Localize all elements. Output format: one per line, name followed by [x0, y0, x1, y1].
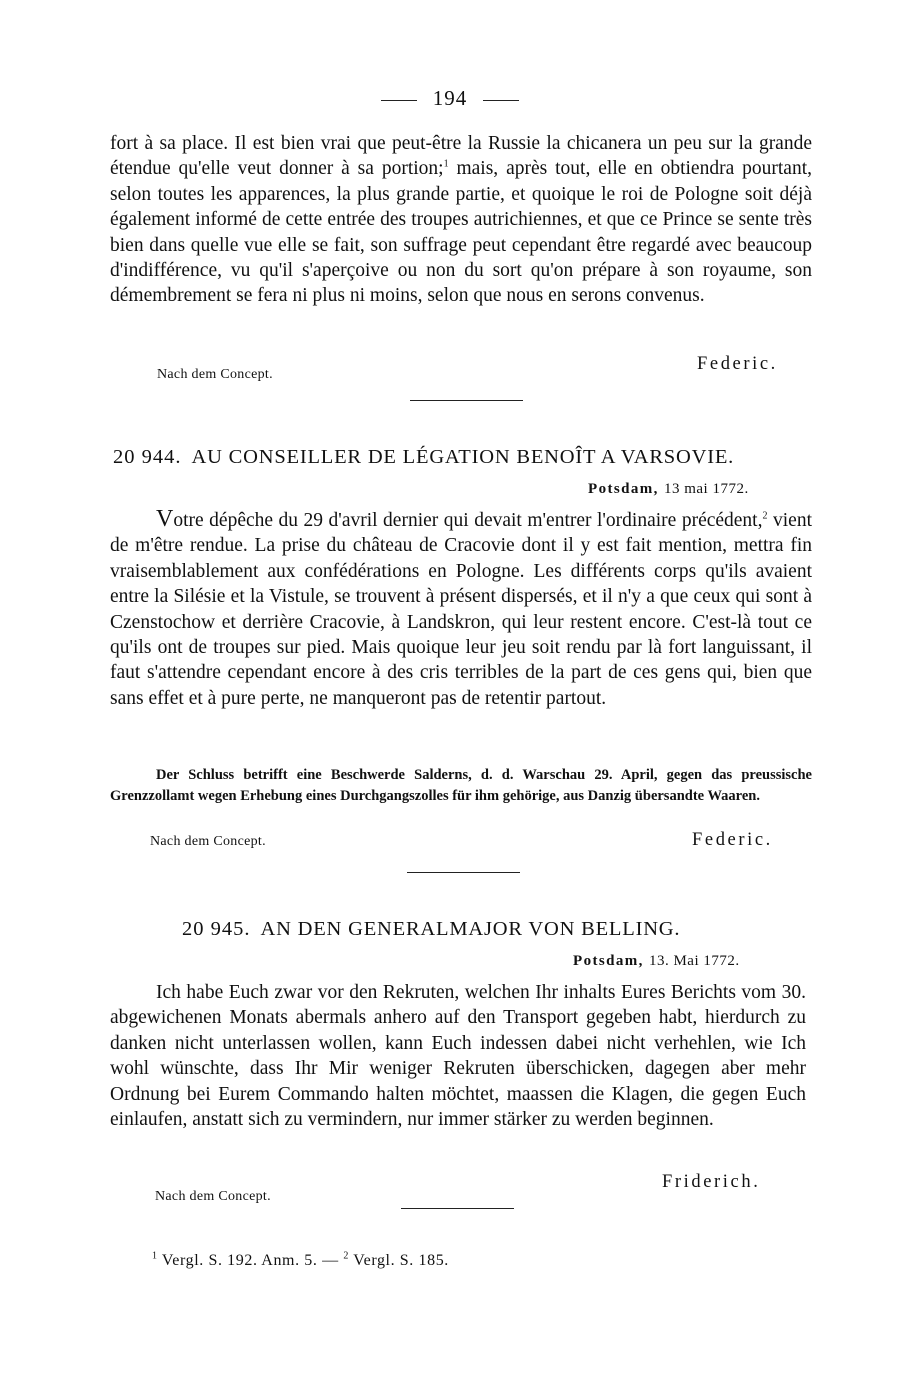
signature-friderich: Friderich.: [662, 1172, 761, 1192]
footnotes: [152, 1252, 449, 1270]
editorial-note-20944: [110, 765, 812, 807]
letter-number-20944: 20 944.: [113, 446, 182, 468]
letter-body-rest-20944: vient de m'être rendue. La prise du château de Cracovie dont il y est fait mention, mettra fin vraisemblablement aux confédérations en Pologne. Les différents corps qu'ils avaient entre la Silésie et la Vistule, se trouvent à présent dispersés, et il n'y a que ceux qui sont à Czenstochow et derrière Cracovie, à Landskron, qui leur restent encore. C'est-là tout ce qu'ils ont de troupes sur pied. Mais quoique leur jeu soit rendu par là fort languissant, il faut s'attendre cependant encore à des cris terribles de la part de ces gens qui, bien que sans effet et à pure perte, ne manqueront pas de retentir partout.: [110, 510, 812, 709]
letter-heading-20944: [113, 446, 734, 469]
letter-body-text-20945: Ich habe Euch zwar vor den Rekruten, welchen Ihr inhalts Eures Berichts vom 30. abgewichenen Monats abermals anhero auf den Transport gegeben habt, hierdurch zu danken nicht unterlassen wollen, kann Euch indessen dabei nicht verhehlen, wie Ich wohl wünschte, dass Ihr Mir weniger Rekruten überschicken, dagegen aber mehr Ordnung bei Eurem Commando halten möchtet, maassen die Klagen, die gegen Euch einlaufen, anstatt sich zu vermindern, nur immer stärker zu werden beginnen.: [110, 982, 806, 1131]
signature-federic-1: Federic.: [697, 354, 778, 374]
letter-title-20944: AU CONSEILLER DE LÉGATION BENOÎT A VARSOVIE.: [191, 446, 735, 468]
page-number: 194: [432, 86, 468, 110]
header-dash-left: [381, 100, 417, 101]
footnote-mark-2: 2: [343, 1250, 349, 1262]
letter-heading-20945: [182, 918, 680, 941]
letter-title-20945: AN DEN GENERALMAJOR VON BELLING.: [260, 918, 681, 940]
continuation-text-after: mais, après tout, elle en obtiendra pourtant, selon toutes les apparences, la plus grande partie, et quoique le roi de Pologne soit déjà également informé de cette entrée des troupes autrichiennes, et que ce Prince se sente très bien dans quelle vue elle se fait, son suffrage peut cependant être regardé avec beaucoup d'indifférence, vu qu'il s'aperçoive ou non du sort qu'on prépare à son royaume, son démembrement se fera ni plus ni moins, selon que nous en serons convenus.: [110, 158, 812, 307]
footnote-mark-1: 1: [152, 1250, 158, 1262]
editorial-note-text: Der Schluss betrifft eine Beschwerde Salderns, d. d. Warschau 29. April, gegen das preussische Grenzzollamt wegen Erhebung eines Durchgangszolles für ihm gehörige, aus Danzig übersandte Waaren.: [110, 767, 812, 804]
section-divider-3: [401, 1208, 514, 1209]
continuation-text: fort à sa place. Il est bien vrai que peut-être la Russie la chicanera un peu sur la grande étendue qu'elle veut donner à sa portion;: [110, 133, 812, 180]
source-note-1: Nach dem Concept.: [157, 367, 273, 382]
header-dash-right: [483, 100, 519, 101]
date-20945: 13. Mai 1772.: [648, 953, 740, 969]
letter-number-20945: 20 945.: [182, 918, 251, 940]
section-divider-2: [407, 872, 520, 873]
source-note-20944: Nach dem Concept.: [150, 834, 266, 849]
section-divider-1: [410, 400, 523, 401]
place-20945: Potsdam,: [573, 953, 644, 969]
dateline-20944: [588, 481, 749, 498]
page-header: [0, 86, 900, 111]
footnote-ref-2: 2: [762, 510, 768, 522]
footnote-text-2: Vergl. S. 185.: [348, 1252, 449, 1269]
letter-body-20945: [110, 980, 806, 1132]
date-20944: 13 mai 1772.: [663, 481, 749, 497]
place-20944: Potsdam,: [588, 481, 659, 497]
initial-letter-20944: V: [156, 506, 174, 532]
letter-body-20944: [110, 507, 812, 711]
continuation-paragraph: [110, 131, 812, 309]
footnote-ref-1: 1: [443, 158, 449, 170]
letter-body-start-20944: otre dépêche du 29 d'avril dernier qui devait m'entrer l'ordinaire précédent,: [173, 510, 763, 531]
signature-federic-20944: Federic.: [692, 830, 773, 850]
source-note-20945: Nach dem Concept.: [155, 1189, 271, 1204]
dateline-20945: [573, 953, 740, 970]
footnote-text-1: Vergl. S. 192. Anm. 5. —: [157, 1252, 344, 1269]
